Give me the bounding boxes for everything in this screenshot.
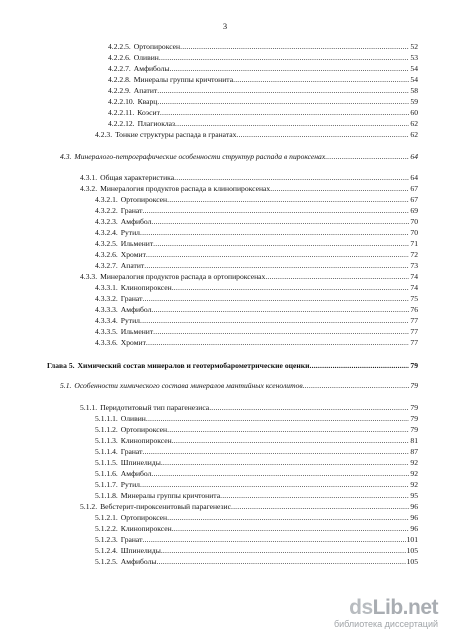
toc-entry-number: 5.1.: [60, 381, 72, 390]
toc-entry: [95, 425, 418, 435]
toc-entry: [108, 119, 418, 129]
toc-leader-dots: [146, 250, 410, 260]
toc-entry-page: 54: [410, 64, 418, 73]
toc-entry-title: Кварц: [137, 97, 158, 106]
toc-leader-dots: [142, 447, 409, 457]
toc-entry-title: Ортопироксен: [133, 42, 181, 51]
toc-entry-title: Минералого-петрографические особенности структур распада в пироксенах: [74, 152, 326, 161]
toc-entry-page: 81: [410, 436, 418, 445]
toc-entry-title: Гранат: [120, 535, 143, 544]
toc-entry: [95, 316, 418, 326]
toc-leader-dots: [170, 64, 410, 74]
toc-entry-number: 4.3.3.6.: [95, 338, 118, 347]
toc-entry-page: 101: [406, 535, 418, 544]
toc-entry-page: 79: [410, 361, 418, 370]
toc-leader-dots: [151, 217, 409, 227]
toc-entry-title: Рутил: [120, 480, 140, 489]
toc-entry: [95, 305, 418, 315]
toc-entry-number: 5.1.1.: [80, 403, 98, 412]
toc-leader-dots: [265, 272, 409, 282]
toc-leader-dots: [157, 86, 409, 96]
toc-entry-page: 74: [410, 272, 418, 281]
toc-entry-number: 4.3.1.: [80, 173, 98, 182]
toc-entry: [95, 557, 418, 567]
toc-entry-title: Ортопироксен: [120, 513, 168, 522]
toc-entry: [108, 86, 418, 96]
toc-leader-dots: [140, 480, 409, 490]
toc-entry: [95, 480, 418, 490]
toc-entry-title: Амфибол: [120, 217, 152, 226]
toc-entry-page: 58: [410, 86, 418, 95]
page-number: 3: [222, 21, 228, 31]
toc-section-entry: [60, 381, 418, 391]
toc-entry-page: 53: [410, 53, 418, 62]
toc-entry-number: 5.1.2.4.: [95, 546, 118, 555]
toc-entry: [95, 206, 418, 216]
toc-entry-number: 5.1.1.4.: [95, 447, 118, 456]
toc-entry-number: 5.1.1.2.: [95, 425, 118, 434]
toc-entry: [95, 250, 418, 260]
toc-entry-number: 4.3.2.2.: [95, 206, 118, 215]
toc-entry-page: 95: [410, 491, 418, 500]
toc-leader-dots: [157, 97, 409, 107]
toc-entry-title: Особенности химического состава минералов мантийных ксенолитов: [74, 381, 303, 390]
toc-entry-number: 5.1.2.2.: [95, 524, 118, 533]
toc-entry-page: 69: [410, 206, 418, 215]
toc-entry-page: 67: [410, 195, 418, 204]
toc-entry-page: 52: [410, 42, 418, 51]
toc-entry-number: 4.3.3.5.: [95, 327, 118, 336]
toc-entry-number: 5.1.2.1.: [95, 513, 118, 522]
toc-entry-title: Хромит: [120, 338, 146, 347]
toc-entry-number: 5.1.2.5.: [95, 557, 118, 566]
toc-entry-number: 5.1.1.5.: [95, 458, 118, 467]
toc-entry-number: 4.2.2.12.: [108, 119, 135, 128]
toc-leader-dots: [231, 502, 409, 512]
toc-entry: [95, 491, 418, 501]
toc-entry-title: Гранат: [120, 294, 143, 303]
toc-entry: [95, 535, 418, 545]
toc-entry-title: Минералы группы кричтонита: [120, 491, 221, 500]
toc-leader-dots: [151, 305, 409, 315]
toc-entry-title: Гранат: [120, 206, 143, 215]
toc-leader-dots: [161, 546, 406, 556]
toc-leader-dots: [140, 228, 409, 238]
toc-entry: [95, 294, 418, 304]
toc-entry-page: 77: [410, 338, 418, 347]
toc-entry: [108, 97, 418, 107]
toc-entry-page: 64: [410, 173, 418, 182]
toc-entry-title: Хромит: [120, 250, 146, 259]
toc-entry: [95, 546, 418, 556]
toc-chapter-entry: [47, 361, 418, 371]
toc-entry-page: 77: [410, 327, 418, 336]
toc-entry-number: 4.3.3.4.: [95, 316, 118, 325]
toc-entry-title: Оливин: [120, 414, 146, 423]
toc-entry-page: 75: [410, 294, 418, 303]
toc-leader-dots: [142, 206, 409, 216]
toc-entry: [95, 130, 418, 140]
toc-entry-title: Ильменит: [120, 327, 154, 336]
toc-entry: [95, 513, 418, 523]
toc-entry-title: Рутил: [120, 316, 140, 325]
toc-entry: [80, 272, 418, 282]
toc-entry-number: 4.3.2.4.: [95, 228, 118, 237]
toc-entry-page: 79: [410, 381, 418, 390]
toc-entry-title: Химический состав минералов и геотермобарометрические оценки: [77, 361, 310, 370]
toc-entry-number: 4.3.3.2.: [95, 294, 118, 303]
toc-entry: [95, 447, 418, 457]
toc-leader-dots: [236, 130, 409, 140]
toc-leader-dots: [233, 75, 409, 85]
toc-entry: [108, 108, 418, 118]
toc-entry-title: Ортопироксен: [120, 195, 168, 204]
toc-entry: [80, 184, 418, 194]
toc-entry-title: Оливин: [133, 53, 159, 62]
toc-leader-dots: [146, 338, 410, 348]
toc-leader-dots: [159, 53, 410, 63]
toc-entry-title: Амфиболы: [133, 64, 170, 73]
toc-entry-page: 92: [410, 458, 418, 467]
toc-entry: [95, 338, 418, 348]
toc-leader-dots: [160, 108, 410, 118]
toc-entry-number: 5.1.1.7.: [95, 480, 118, 489]
toc-entry-title: Ильменит: [120, 239, 154, 248]
toc-entry-number: 4.3.3.: [80, 272, 98, 281]
toc-entry-title: Клинопироксен: [120, 524, 172, 533]
toc-entry-page: 70: [410, 217, 418, 226]
toc-entry: [95, 261, 418, 271]
dslib-logo: dsLib.net: [349, 596, 438, 619]
toc-entry-number: 4.2.2.11.: [108, 108, 135, 117]
dslib-watermark: [334, 598, 438, 629]
toc-entry-page: 92: [410, 469, 418, 478]
toc-leader-dots: [270, 184, 409, 194]
toc-entry-title: Перидотитовый тип парагенезиса: [100, 403, 210, 412]
toc-leader-dots: [303, 381, 410, 391]
toc-entry: [95, 195, 418, 205]
toc-leader-dots: [174, 173, 409, 183]
toc-entry-number: 4.2.2.8.: [108, 75, 131, 84]
toc-entry-number: 5.1.2.3.: [95, 535, 118, 544]
toc-entry: [95, 217, 418, 227]
toc-entry: [95, 228, 418, 238]
toc-entry-title: Рутил: [120, 228, 140, 237]
toc-entry-title: Шпинелиды: [120, 458, 161, 467]
toc-leader-dots: [220, 491, 409, 501]
toc-entry-number: 5.1.1.1.: [95, 414, 118, 423]
toc-entry-title: Тонкие структуры распада в гранатах: [115, 130, 237, 139]
toc-entry: [108, 75, 418, 85]
toc-entry-number: 4.3.2.7.: [95, 261, 118, 270]
toc-entry-page: 74: [410, 283, 418, 292]
toc-entry-number: 4.3.2.5.: [95, 239, 118, 248]
toc-entry-page: 73: [410, 261, 418, 270]
toc-entry-number: 5.1.1.6.: [95, 469, 118, 478]
toc-entry-number: Глава 5.: [47, 361, 75, 370]
toc-leader-dots: [175, 119, 409, 129]
toc-entry-page: 67: [410, 184, 418, 193]
toc-entry-title: Амфиболы: [120, 557, 157, 566]
toc-entry-page: 60: [410, 108, 418, 117]
toc-leader-dots: [172, 436, 410, 446]
toc-leader-dots: [153, 327, 409, 337]
toc-entry-number: 4.2.2.5.: [108, 42, 131, 51]
toc-entry-page: 92: [410, 480, 418, 489]
toc-leader-dots: [172, 524, 410, 534]
toc-entry-page: 62: [410, 130, 418, 139]
toc-entry-number: 4.2.2.9.: [108, 86, 131, 95]
toc-leader-dots: [142, 535, 405, 545]
toc-entry-page: 79: [410, 414, 418, 423]
toc-entry-title: Коэсит: [137, 108, 160, 117]
toc-leader-dots: [153, 239, 409, 249]
toc-entry-title: Амфибол: [120, 469, 152, 478]
toc-entry-page: 71: [410, 239, 418, 248]
toc-entry: [95, 469, 418, 479]
toc-leader-dots: [180, 42, 409, 52]
toc-entry-number: 4.3.3.3.: [95, 305, 118, 314]
toc-entry: [95, 524, 418, 534]
toc-entry: [108, 64, 418, 74]
toc-entry: [108, 42, 418, 52]
toc-entry-title: Минералы группы кричтонита: [133, 75, 234, 84]
toc-section-entry: [60, 152, 418, 162]
toc-entry-page: 79: [410, 403, 418, 412]
toc-entry-number: 4.3.2.3.: [95, 217, 118, 226]
toc-leader-dots: [310, 361, 410, 371]
toc-leader-dots: [167, 513, 409, 523]
toc-entry-number: 4.2.2.10.: [108, 97, 135, 106]
toc-leader-dots: [142, 294, 409, 304]
toc-leader-dots: [144, 261, 409, 271]
toc-entry: [80, 403, 418, 413]
toc-entry: [95, 458, 418, 468]
toc-entry-number: 4.2.3.: [95, 130, 113, 139]
toc-entry: [108, 53, 418, 63]
toc-leader-dots: [146, 414, 410, 424]
toc-entry-title: Амфибол: [120, 305, 152, 314]
toc-leader-dots: [325, 152, 409, 162]
dslib-subtitle: библиотека диссертаций: [333, 619, 438, 629]
toc-entry-page: 64: [410, 152, 418, 161]
toc-entry-title: Минералогия продуктов распада в ортопироксенах: [100, 272, 266, 281]
toc-entry-number: 4.3.2.: [80, 184, 98, 193]
toc-entry-page: 105: [406, 546, 418, 555]
toc-entry-page: 76: [410, 305, 418, 314]
toc-entry-page: 70: [410, 228, 418, 237]
toc-entry-title: Клинопироксен: [120, 436, 172, 445]
toc-entry-title: Ортопироксен: [120, 425, 168, 434]
toc-entry-page: 96: [410, 513, 418, 522]
toc-entry-number: 4.3.2.6.: [95, 250, 118, 259]
toc-entry-page: 87: [410, 447, 418, 456]
toc-entry-page: 77: [410, 316, 418, 325]
toc-entry-title: Вебстерит-пироксенитовый парагенезис: [100, 502, 231, 511]
toc-entry: [80, 173, 418, 183]
toc-entry-title: Гранат: [120, 447, 143, 456]
toc-leader-dots: [161, 458, 410, 468]
toc-entry-page: 96: [410, 524, 418, 533]
toc-leader-dots: [172, 283, 410, 293]
toc-entry-number: 5.1.2.: [80, 502, 98, 511]
toc-entry-title: Клинопироксен: [120, 283, 172, 292]
toc-entry-number: 4.3.: [60, 152, 72, 161]
toc-entry: [95, 283, 418, 293]
toc-entry-number: 4.3.3.1.: [95, 283, 118, 292]
toc-entry-title: Апатит: [133, 86, 158, 95]
toc-entry: [95, 414, 418, 424]
toc-entry: [95, 436, 418, 446]
toc-entry-number: 4.3.2.1.: [95, 195, 118, 204]
toc-entry: [80, 502, 418, 512]
toc-entry-title: Апатит: [120, 261, 145, 270]
toc-entry: [95, 327, 418, 337]
toc-entry-title: Общая характеристика: [100, 173, 175, 182]
toc-entry-number: 4.2.2.6.: [108, 53, 131, 62]
toc-leader-dots: [209, 403, 409, 413]
toc-entry-title: Плагиоклаз: [137, 119, 176, 128]
toc-entry-title: Минералогия продуктов распада в клинопироксенах: [100, 184, 271, 193]
toc-entry-number: 4.2.2.7.: [108, 64, 131, 73]
toc-entry-page: 96: [410, 502, 418, 511]
toc-entry-page: 72: [410, 250, 418, 259]
toc-leader-dots: [151, 469, 409, 479]
toc-entry-page: 79: [410, 425, 418, 434]
toc-leader-dots: [167, 425, 409, 435]
toc-entry-number: 5.1.1.8.: [95, 491, 118, 500]
toc-entry-number: 5.1.1.3.: [95, 436, 118, 445]
toc-entry-page: 105: [406, 557, 418, 566]
toc-entry-title: Шпинелиды: [120, 546, 161, 555]
toc-leader-dots: [140, 316, 409, 326]
toc-leader-dots: [157, 557, 406, 567]
toc-entry-page: 59: [410, 97, 418, 106]
toc-entry-page: 62: [410, 119, 418, 128]
toc-entry: [95, 239, 418, 249]
toc-entry-page: 54: [410, 75, 418, 84]
toc-leader-dots: [167, 195, 409, 205]
